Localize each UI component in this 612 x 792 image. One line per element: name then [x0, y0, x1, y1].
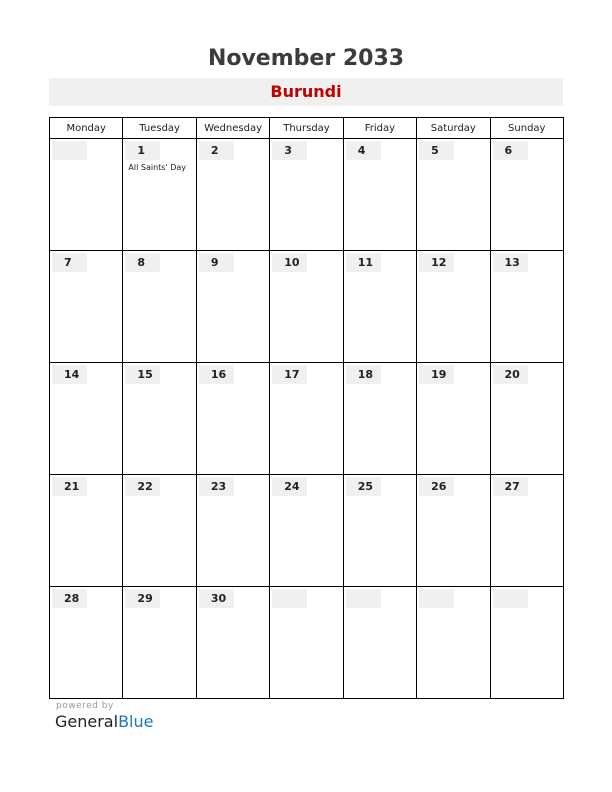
week-row	[50, 363, 564, 475]
day-cell[interactable]	[123, 475, 196, 587]
week-row	[50, 587, 564, 699]
day-cell[interactable]	[123, 363, 196, 475]
day-number: 15	[125, 365, 160, 384]
day-number: 13	[493, 253, 528, 272]
day-number: 18	[346, 365, 381, 384]
week-row	[50, 251, 564, 363]
weekday-header-row	[50, 118, 564, 139]
page-title: November 2033	[207, 46, 405, 71]
day-number: 22	[125, 477, 160, 496]
day-number: 26	[419, 477, 454, 496]
day-cell[interactable]	[490, 363, 563, 475]
day-number: 8	[125, 253, 160, 272]
calendar-grid	[49, 117, 564, 699]
day-cell[interactable]	[270, 475, 343, 587]
day-cell[interactable]	[50, 251, 123, 363]
day-number: 14	[52, 365, 87, 384]
day-cell[interactable]	[490, 251, 563, 363]
day-number: 27	[493, 477, 528, 496]
day-cell[interactable]	[343, 139, 416, 251]
day-cell[interactable]	[270, 251, 343, 363]
day-number: 12	[419, 253, 454, 272]
day-number: 21	[52, 477, 87, 496]
day-cell[interactable]	[343, 587, 416, 699]
brand-general: General	[55, 712, 119, 731]
country-banner	[49, 78, 563, 106]
weekday-monday: Monday	[50, 118, 123, 139]
day-cell[interactable]	[343, 475, 416, 587]
week-row	[50, 139, 564, 251]
day-number: 7	[52, 253, 87, 272]
day-number: 24	[272, 477, 307, 496]
day-number: 1	[125, 141, 160, 160]
day-cell[interactable]	[50, 475, 123, 587]
day-cell[interactable]	[196, 139, 269, 251]
day-cell[interactable]	[343, 363, 416, 475]
day-cell[interactable]	[123, 587, 196, 699]
day-number: 4	[346, 141, 381, 160]
day-number	[272, 589, 307, 608]
day-number: 30	[199, 589, 234, 608]
day-number: 28	[52, 589, 87, 608]
week-row	[50, 475, 564, 587]
day-number	[52, 141, 87, 160]
day-number: 3	[272, 141, 307, 160]
day-cell[interactable]	[196, 251, 269, 363]
day-cell[interactable]	[123, 251, 196, 363]
weekday-thursday: Thursday	[270, 118, 343, 139]
country-name: Burundi	[270, 82, 342, 101]
weekday-sunday: Sunday	[490, 118, 563, 139]
day-number: 11	[346, 253, 381, 272]
day-cell[interactable]	[417, 251, 490, 363]
day-number: 6	[493, 141, 528, 160]
day-cell[interactable]	[50, 363, 123, 475]
day-cell[interactable]	[490, 587, 563, 699]
day-cell[interactable]	[490, 475, 563, 587]
day-number: 5	[419, 141, 454, 160]
day-number: 20	[493, 365, 528, 384]
day-number: 2	[199, 141, 234, 160]
day-number: 16	[199, 365, 234, 384]
day-cell[interactable]	[123, 139, 196, 251]
weekday-wednesday: Wednesday	[196, 118, 269, 139]
weekday-tuesday: Tuesday	[123, 118, 196, 139]
day-cell[interactable]	[196, 475, 269, 587]
day-cell[interactable]	[417, 587, 490, 699]
day-number: 25	[346, 477, 381, 496]
day-number: 19	[419, 365, 454, 384]
day-number: 29	[125, 589, 160, 608]
day-number: 23	[199, 477, 234, 496]
day-cell[interactable]	[196, 587, 269, 699]
day-cell[interactable]	[270, 363, 343, 475]
day-cell[interactable]	[270, 587, 343, 699]
day-number	[346, 589, 381, 608]
weekday-saturday: Saturday	[417, 118, 490, 139]
day-number: 10	[272, 253, 307, 272]
day-number: 9	[199, 253, 234, 272]
day-cell[interactable]	[417, 475, 490, 587]
weekday-friday: Friday	[343, 118, 416, 139]
generalblue-logo[interactable]	[55, 712, 153, 731]
powered-by-label: powered by	[56, 701, 114, 711]
day-cell[interactable]	[50, 139, 123, 251]
day-cell[interactable]	[417, 363, 490, 475]
brand-blue: Blue	[118, 712, 154, 731]
holiday-event: All Saints' Day	[128, 163, 186, 172]
day-cell[interactable]	[270, 139, 343, 251]
day-number	[419, 589, 454, 608]
day-cell[interactable]	[343, 251, 416, 363]
day-cell[interactable]	[417, 139, 490, 251]
day-cell[interactable]	[196, 363, 269, 475]
day-cell[interactable]	[50, 587, 123, 699]
day-number: 17	[272, 365, 307, 384]
day-cell[interactable]	[490, 139, 563, 251]
day-number	[493, 589, 528, 608]
